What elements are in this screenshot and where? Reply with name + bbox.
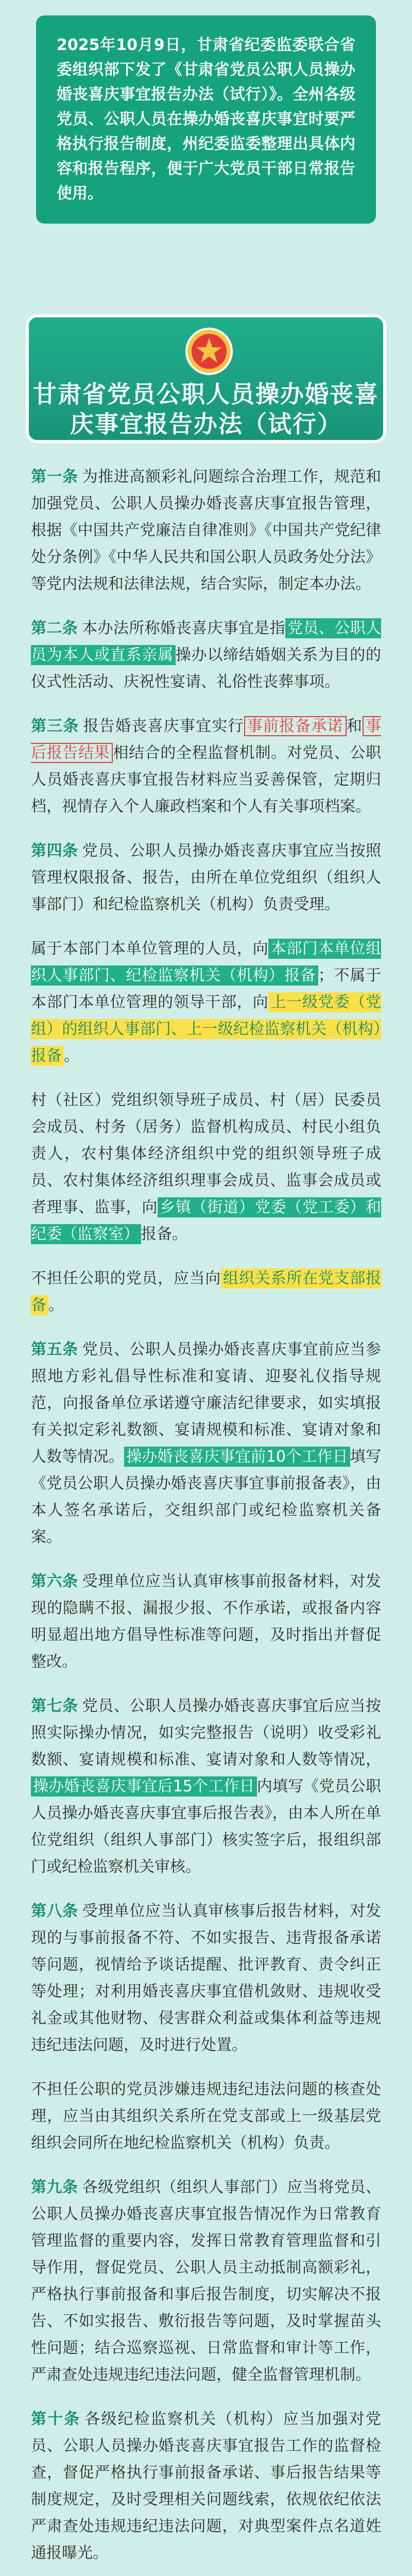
article-number: 第七条 [31, 1697, 78, 1715]
article-text: 。 [48, 1296, 64, 1314]
highlight-text: 上一级党委（党组）的组织人事部门、上一级纪检监察机关（机构）报备 [31, 993, 382, 1065]
article-text: 村（社区）党组织领导班子成员、村（居）民委员会成员、村务（居务）监督机构成员、村民小组负责人，农村集体经济组织中党的组织领导班子成员、农村集体经济组织理事会成员、监事会成员或者理事、监事，向 [31, 1091, 381, 1216]
article-text: 受理单位应当认真审核事前报备材料，对发现的隐瞒不报、漏报少报、不作承诺，或报备内容明显超出地方倡导性标准等问题，及时指出并督促整改。 [31, 1572, 382, 1671]
party-emblem-icon [183, 326, 235, 377]
article-2 [31, 615, 381, 696]
highlight-text: 本部门本单位组织人事部门、纪检监察机关（机构）报备 [31, 940, 382, 985]
article-text: 党员、公职人员操办婚丧喜庆事宜前应当参照地方彩礼倡导性标准和宴请、迎娶礼仪指导规范，向报备单位承诺遵守廉洁纪律要求，如实填报有关拟定彩礼数额、宴请规模和标准、宴请对象和人数等情况。 [31, 1341, 382, 1466]
article-number: 第四条 [31, 842, 78, 860]
article-number: 第十条 [31, 2410, 81, 2428]
article-7 [31, 1693, 381, 1880]
article-text: 填写《党员公职人员操办婚丧喜庆事宜事前报备表》，由本人签名承诺后，交组织部门或纪检监察机关备案。 [31, 1448, 381, 1546]
highlight-text: 组织关系所在党支部报备 [31, 1269, 382, 1314]
article-4-para-4 [31, 1265, 381, 1319]
highlight-text: 事前报备承诺 [244, 716, 347, 736]
article-text: 报告婚丧喜庆事宜实行 [83, 717, 244, 735]
article-text: 党员、公职人员操办婚丧喜庆事宜后应当按照实际操办情况，如实完整报告（说明）收受彩礼数额、宴请规模和标准、宴请对象和人数等情况， [31, 1697, 382, 1769]
article-text: 党员、公职人员操办婚丧喜庆事宜应当按照管理权限报备、报告，由所在单位党组织（组织人事部门）和纪检监察机关（机构）负责受理。 [31, 842, 382, 913]
article-text: 属于本部门本单位管理的人员，向 [31, 940, 269, 958]
intro-box [36, 15, 376, 224]
article-1 [31, 464, 381, 598]
article-text: 不担任公职的党员涉嫌违规违纪违法问题的核查处理，应当由其组织关系所在党支部或上一级基层党组织会同所在地纪检监察机关（机构）负责。 [31, 2080, 381, 2152]
article-text: 。 [64, 1047, 79, 1065]
intro-text: 2025年10月9日，甘肃省纪委监委联合省委组织部下发了《甘肃省党员公职人员操办婚丧喜庆事宜报告办法（试行）》。全州各级党员、公职人员在操办婚丧喜庆事宜时要严格执行报告制度，州纪委监委整理出具体内容和报告程序，便于广大党员干部日常报告使用。 [57, 36, 355, 202]
article-number: 第五条 [31, 1341, 78, 1359]
document-title: 甘肃省党员公职人员操办婚丧喜庆事宜报告办法（试行） [33, 380, 379, 438]
article-text: 受理单位应当认真审核事后报告材料，对发现的与事前报备不符、不如实报告、违背报备承诺等问题，视情给予谈话提醒、批评教育、责令纠正等处理；对利用婚丧喜庆事宜借机敛财、违规收受礼金或其他财物、侵害群众利益或集体利益等违规违纪违法问题，及时进行处置。 [31, 1902, 382, 2054]
article-4-para-2 [31, 936, 381, 1070]
article-number: 第六条 [31, 1572, 78, 1590]
article-text: 操办以缔结婚姻关系为目的的仪式性活动、庆祝性宴请、礼俗性丧葬事项。 [31, 646, 382, 691]
article-text: ；不属于本部门本单位管理的领导干部，向 [31, 967, 382, 1011]
article-number: 第九条 [31, 2178, 78, 2196]
article-text: 报备。 [141, 1225, 187, 1243]
article-text: 相结合的全程监督机制。对党员、公职人员婚丧喜庆事宜报告材料应当妥善保管，定期归档，视情存入个人廉政档案和个人有关事项档案。 [31, 744, 382, 816]
header-card [26, 314, 386, 443]
article-number: 第二条 [31, 619, 78, 637]
article-9 [31, 2174, 381, 2388]
highlight-text: 操办婚丧喜庆事宜前10个工作日 [124, 1447, 350, 1467]
highlight-text: 操办婚丧喜庆事宜后15个工作日 [31, 1776, 257, 1797]
article-10 [31, 2406, 381, 2567]
article-text: 为推进高额彩礼问题综合治理工作，规范和加强党员、公职人员操办婚丧喜庆事宜报告管理，根据《中国共产党廉洁自律准则》《中国共产党纪律处分条例》《中华人民共和国公职人员政务处分法》等党内法规和法律法规，结合实际，制定本办法。 [31, 468, 382, 593]
highlight-text: 乡镇（街道）党委（党工委）和纪委（监察室） [31, 1198, 382, 1243]
article-text: 各级纪检监察机关（机构）应当加强对党员、公职人员操办婚丧喜庆事宜报告工作的监督检查，督促严格执行事前报备承诺、事后报告结果等制度规定，及时受理相关问题线索，依规依纪依法严肃查处违规违纪违法问题，对典型案件点名道姓通报曝光。 [31, 2410, 382, 2562]
article-6 [31, 1568, 381, 1675]
article-text: 各级党组织（组织人事部门）应当将党员、公职人员操办婚丧喜庆事宜报告情况作为日常教育管理监督的重要内容，发挥日常教育管理监督和引导作用，督促党员、公职人员主动抵制高额彩礼，严格执行事前报备和事后报告制度，切实解决不报告、不如实报告、敷衍报告等问题，及时掌握苗头性问题；结合巡察巡视、日常监督和审计等工作，严肃查处违规违纪违法问题，健全监督管理机制。 [31, 2178, 382, 2384]
article-number: 第八条 [31, 1902, 78, 1920]
article-8 [31, 1898, 381, 2059]
highlight-text: 党员、公职人员为本人或直系亲属 [31, 619, 382, 664]
article-number: 第一条 [31, 468, 78, 486]
article-content [31, 464, 381, 2576]
article-4 [31, 838, 381, 918]
highlight-text: 事后报告结果 [31, 717, 382, 762]
article-number: 第三条 [31, 717, 79, 735]
article-text: 不担任公职的党员，应当向 [31, 1269, 221, 1287]
article-5 [31, 1336, 381, 1551]
article-text: 和 [346, 717, 363, 735]
article-3 [31, 713, 381, 820]
article-text: 本办法所称婚丧喜庆事宜是指 [82, 619, 286, 637]
article-4-para-3 [31, 1087, 381, 1248]
article-8-para-2 [31, 2076, 381, 2157]
article-text: 内填写《党员公职人员操办婚丧喜庆事宜事后报告表》，由本人所在单位党组织（组织人事部门）核实签字后，报组织部门或纪检监察机关审核。 [31, 1777, 381, 1876]
